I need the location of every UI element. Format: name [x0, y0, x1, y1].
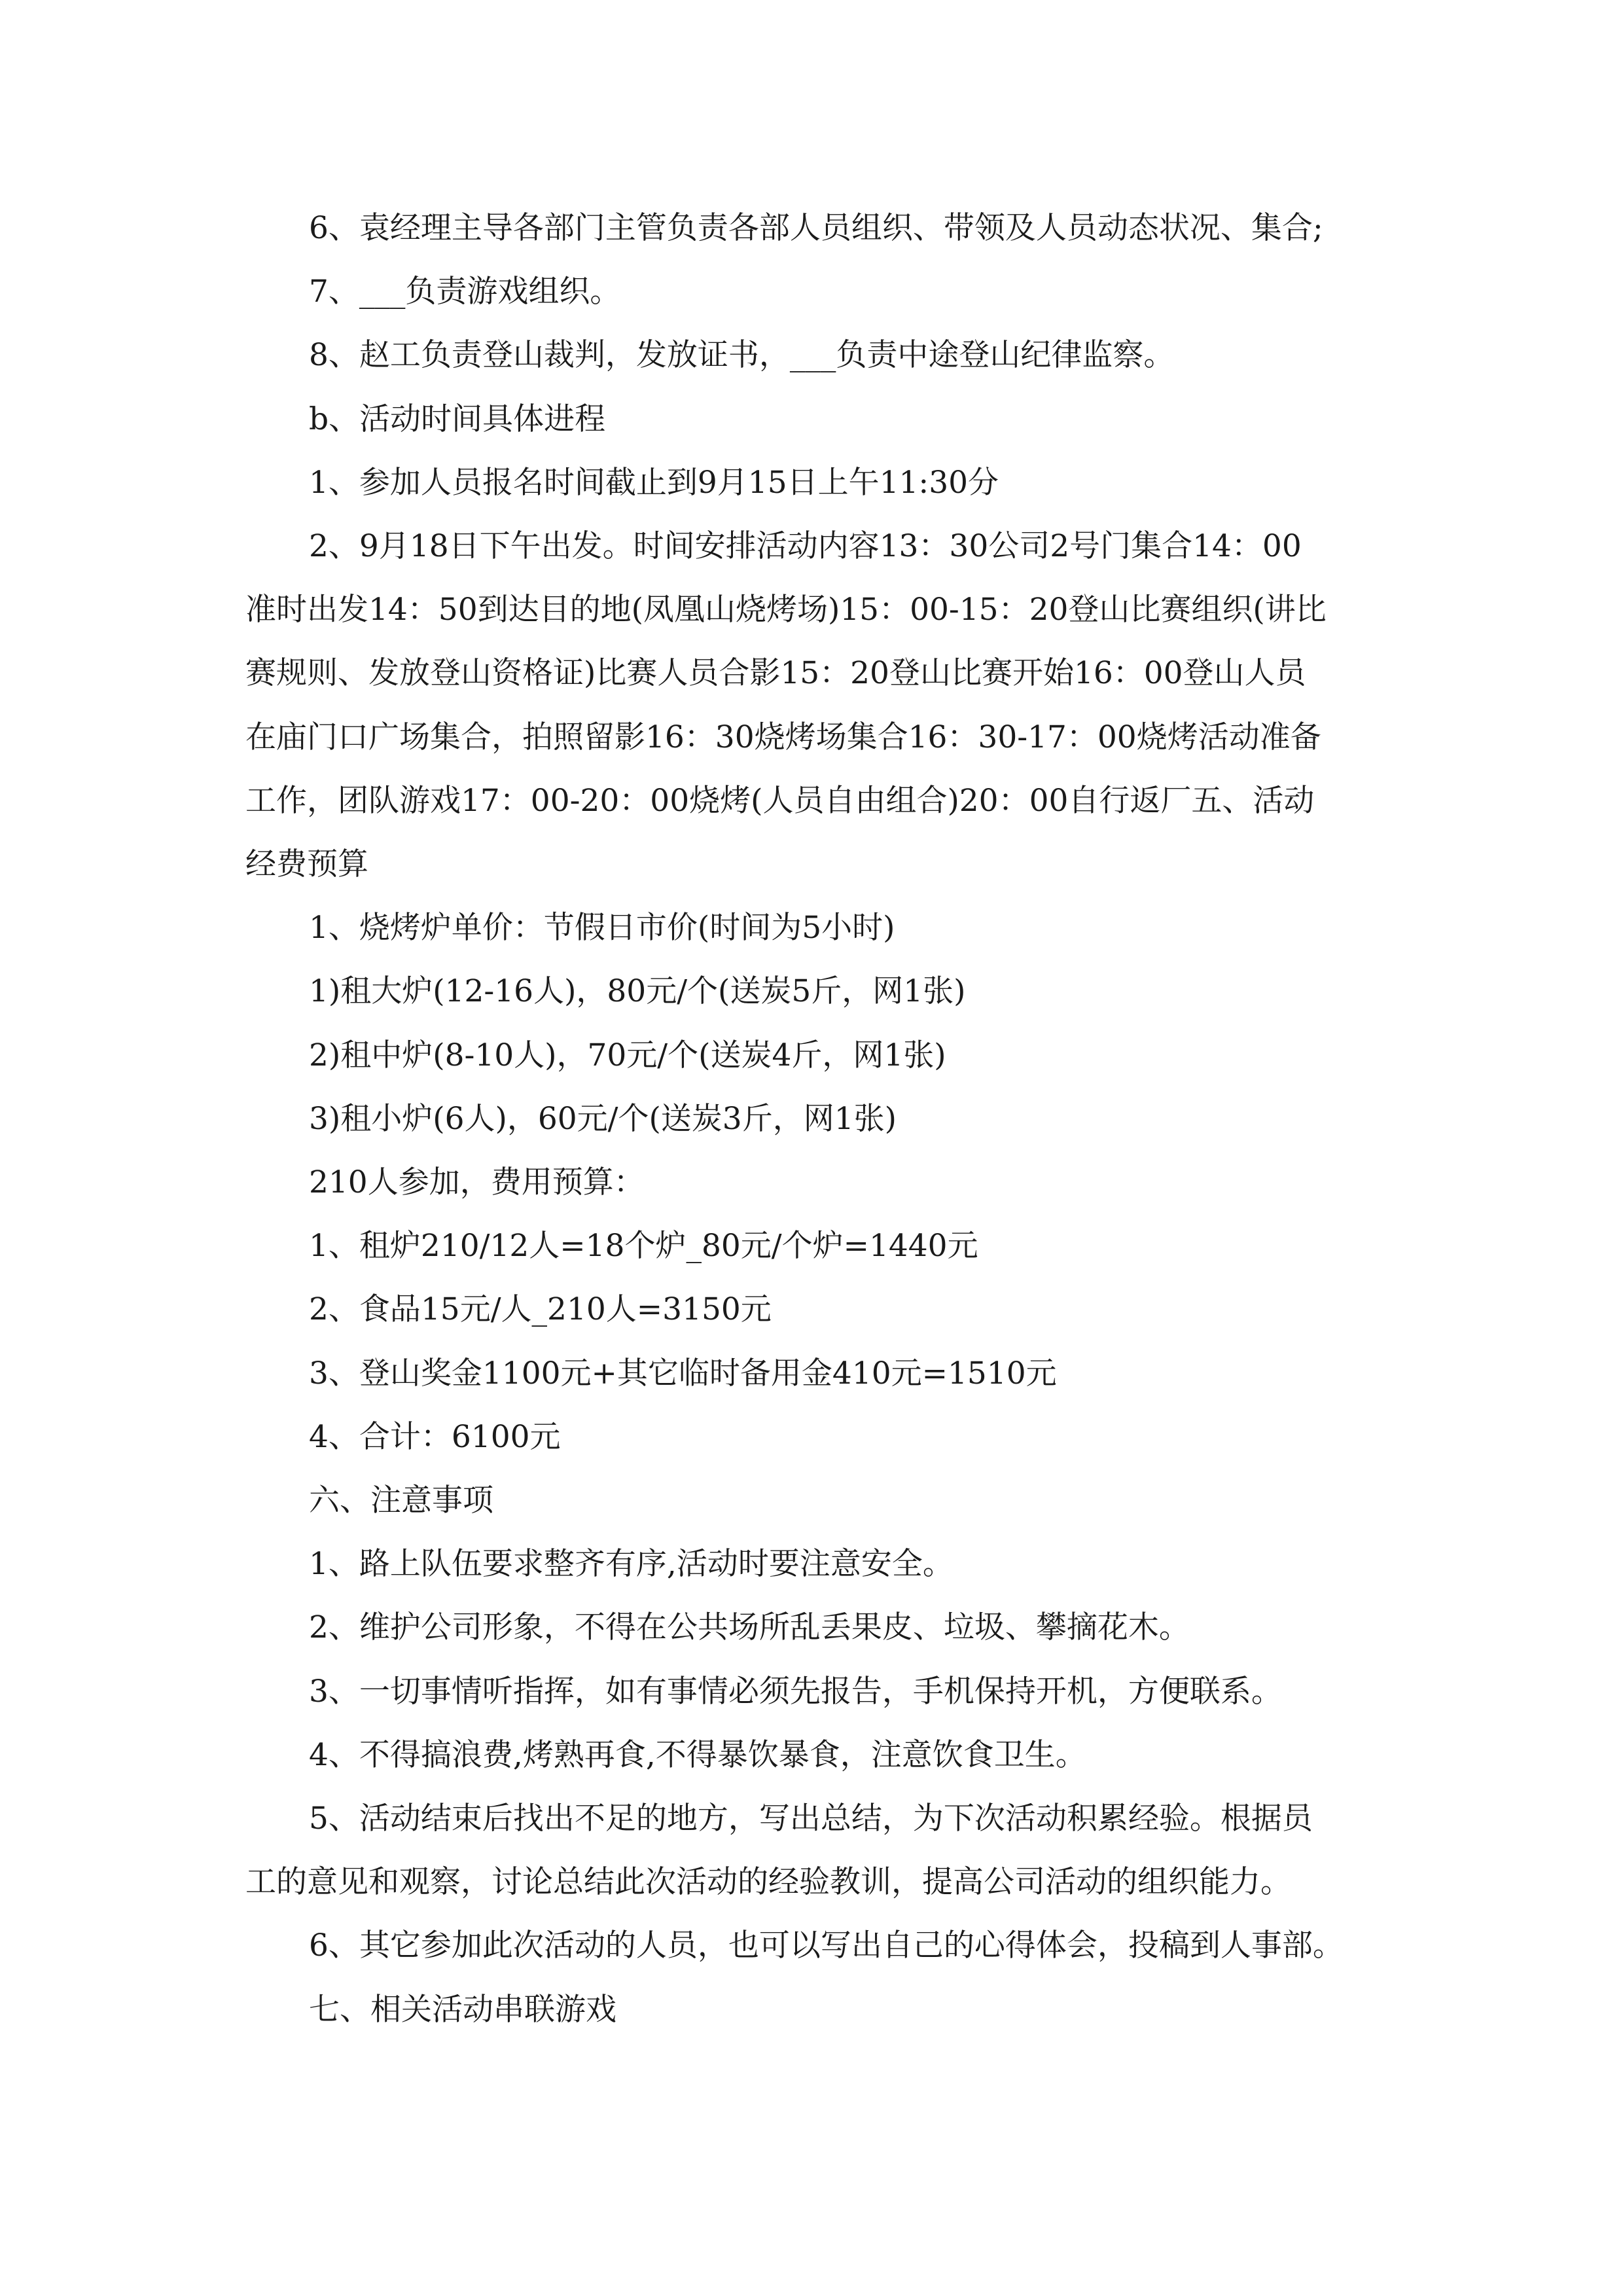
list-item: 3、一切事情听指挥，如有事情必须先报告，手机保持开机，方便联系。: [309, 1674, 1282, 1710]
list-item: 2、食品15元/人_210人=3150元: [309, 1291, 772, 1327]
paragraph-line: 经费预算: [245, 846, 368, 882]
list-item: 2、维护公司形象，不得在公共场所乱丢果皮、垃圾、攀摘花木。: [309, 1609, 1190, 1645]
paragraph-line: 210人参加，费用预算：: [309, 1164, 645, 1200]
section-heading: 七、相关活动串联游戏: [309, 1992, 616, 2028]
paragraph-line: 1、参加人员报名时间截止到9月15日上午11:30分: [309, 465, 999, 501]
list-item: 3)租小炉(6人)，60元/个(送炭3斤，网1张): [309, 1101, 897, 1137]
paragraph-line: 6、袁经理主导各部门主管负责各部人员组织、带领及人员动态状况、集合;: [309, 210, 1323, 246]
section-heading: 六、注意事项: [309, 1482, 493, 1518]
list-item: 4、不得搞浪费,烤熟再食,不得暴饮暴食，注意饮食卫生。: [309, 1737, 1086, 1773]
list-item: 1、租炉210/12人=18个炉_80元/个炉=1440元: [309, 1228, 978, 1264]
paragraph-line: 2、9月18日下午出发。时间安排活动内容13：30公司2号门集合14：00: [309, 528, 1302, 564]
list-item: 1、路上队伍要求整齐有序,活动时要注意安全。: [309, 1546, 954, 1582]
list-item: 5、活动结束后找出不足的地方，写出总结，为下次活动积累经验。根据员: [309, 1801, 1313, 1837]
paragraph-line: 1、烧烤炉单价：节假日市价(时间为5小时): [309, 910, 895, 946]
paragraph-line: 赛规则、发放登山资格证)比赛人员合影15：20登山比赛开始16：00登山人员: [245, 655, 1306, 691]
paragraph-line: 在庙门口广场集合，拍照留影16：30烧烤场集合16：30-17：00烧烤活动准备: [245, 719, 1321, 755]
paragraph-line: 准时出发14：50到达目的地(凤凰山烧烤场)15：00-15：20登山比赛组织(讲比: [245, 592, 1327, 628]
list-item: 4、合计：6100元: [309, 1419, 561, 1455]
list-item: 3、登山奖金1100元+其它临时备用金410元=1510元: [309, 1355, 1057, 1391]
section-heading: b、活动时间具体进程: [309, 401, 606, 437]
paragraph-line: 8、赵工负责登山裁判，发放证书，___负责中途登山纪律监察。: [309, 337, 1175, 373]
list-item: 2)租中炉(8-10人)，70元/个(送炭4斤，网1张): [309, 1037, 946, 1073]
paragraph-line: 工作，团队游戏17：00-20：00烧烤(人员自由组合)20：00自行返厂五、活动: [245, 783, 1315, 819]
paragraph-line: 7、___负责游戏组织。: [309, 274, 621, 310]
list-item: 6、其它参加此次活动的人员，也可以写出自己的心得体会，投稿到人事部。: [309, 1928, 1344, 1964]
paragraph-line: 工的意见和观察，讨论总结此次活动的经验教训，提高公司活动的组织能力。: [245, 1864, 1291, 1900]
list-item: 1)租大炉(12-16人)，80元/个(送炭5斤，网1张): [309, 973, 966, 1009]
